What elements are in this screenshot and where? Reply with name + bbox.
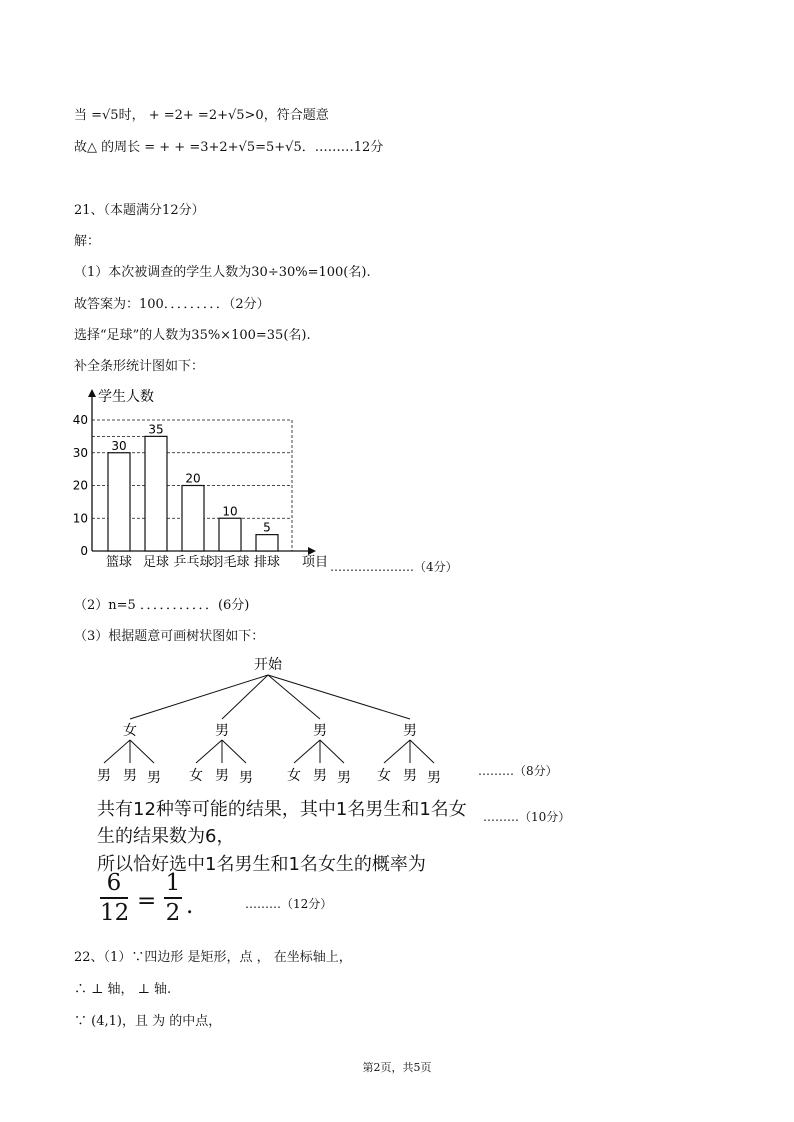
bar <box>219 518 241 551</box>
x-tick-label: 篮球 <box>105 555 133 570</box>
question-22-line-2: ∴ ⊥ 轴， ⊥ 轴. <box>74 982 172 997</box>
tree-branch <box>222 675 268 719</box>
answer-text: 故答案为：100．．．．．．．．．（2分） <box>74 297 270 312</box>
tree-leaf-label: 女 <box>189 768 203 784</box>
football-count-text: 选择“足球”的人数为35%×100=35(名). <box>74 328 311 343</box>
fraction-bar <box>100 897 128 899</box>
tree-diagram <box>90 652 470 792</box>
chart-score: …………………（4分） <box>330 560 458 574</box>
fraction-bar <box>164 897 182 899</box>
tree-branch <box>130 675 268 719</box>
y-axis-arrow <box>88 389 96 397</box>
x-tick-label: 羽毛球 <box>210 555 250 570</box>
tree-branch <box>130 740 154 763</box>
tree-leaf-label: 男 <box>427 770 441 786</box>
question-22-line-1: 22、（1）∵四边形 是矩形，点 ， 在坐标轴上， <box>74 950 352 965</box>
x-axis-label: 项目 <box>302 555 329 570</box>
x-axis-arrow <box>308 547 316 555</box>
tree-leaf-label: 女 <box>287 768 301 784</box>
bar <box>145 436 167 551</box>
tree-branch <box>268 675 410 719</box>
tree-leaf-label: 男 <box>337 770 351 786</box>
solution-label: 解： <box>74 234 101 249</box>
x-tick-label: 排球 <box>253 555 281 570</box>
x-tick-label: 足球 <box>142 555 170 570</box>
tree-leaf-label: 男 <box>239 770 253 786</box>
fraction-denominator: 2 <box>165 900 181 926</box>
bar <box>182 486 204 552</box>
fraction-denominator: 12 <box>100 900 130 926</box>
equals-sign: = <box>137 888 157 914</box>
tree-leaf-label: 男 <box>147 770 161 786</box>
tree-branch <box>268 675 320 719</box>
fraction-1-2 <box>164 870 182 926</box>
tree-level1-label: 男 <box>313 723 327 739</box>
tree-branch <box>384 740 410 763</box>
bar-value-label: 30 <box>111 438 127 453</box>
score-10: ………（10分） <box>483 810 571 824</box>
bar <box>108 453 130 551</box>
tree-branch <box>320 740 344 763</box>
conclusion-line-2: 生的结果数为6， <box>97 826 235 847</box>
tree-branch <box>294 740 320 763</box>
score-12: ………（12分） <box>245 897 333 911</box>
tree-branch <box>196 740 222 763</box>
bar-value-label: 10 <box>222 504 238 519</box>
bar-value-label: 35 <box>148 422 164 437</box>
page-footer: 第2页，共5页 <box>362 1061 432 1074</box>
tree-leaf-label: 男 <box>403 768 417 784</box>
tree-score-8: ………（8分） <box>478 764 558 778</box>
bar <box>256 535 278 551</box>
y-tick-label: 40 <box>72 413 88 427</box>
fraction-6-12 <box>100 870 128 926</box>
x-tick-label: 乒乓球 <box>173 555 213 570</box>
y-tick-label: 30 <box>72 445 88 460</box>
part-2-text: （2）n=5 ．．．．．．．．．．．(6分) <box>74 598 250 613</box>
part-3-text: （3）根据题意可画树状图如下： <box>74 629 265 644</box>
tree-leaf-label: 女 <box>377 768 391 784</box>
y-tick-label: 20 <box>72 478 88 493</box>
tree-leaf-label: 男 <box>97 768 111 784</box>
tree-leaf-label: 男 <box>123 768 137 784</box>
tree-root-label: 开始 <box>254 657 282 673</box>
tree-level1-label: 女 <box>123 723 137 739</box>
tree-leaf-label: 男 <box>313 768 327 784</box>
tree-branch <box>410 740 434 763</box>
tree-level1-label: 男 <box>215 723 229 739</box>
period: . <box>186 893 194 919</box>
equation-line-1: 当 =√5时， + =2+ =2+√5>0，符合题意 <box>74 108 329 123</box>
question-21-title: 21、（本题满分12分） <box>74 203 205 218</box>
tree-branch <box>222 740 246 763</box>
y-axis-label: 学生人数 <box>98 389 154 405</box>
bar-value-label: 5 <box>263 520 271 535</box>
question-22-line-3: ∵ (4,1)，且 为 的中点， <box>74 1014 222 1029</box>
conclusion-line-1: 共有12种等可能的结果，其中1名男生和1名女 <box>97 799 467 820</box>
tree-branch <box>104 740 130 763</box>
tree-leaf-label: 男 <box>215 768 229 784</box>
bar-chart <box>60 383 340 578</box>
part-1-text: （1）本次被调查的学生人数为30÷30%=100(名). <box>74 265 371 280</box>
equation-line-2: 故△ 的周长 = + + =3+2+√5=5+√5．………12分 <box>74 140 384 155</box>
bar-value-label: 20 <box>185 471 201 486</box>
fraction-numerator: 1 <box>165 870 181 896</box>
y-tick-label: 0 <box>80 544 88 558</box>
fraction-numerator: 6 <box>106 870 122 896</box>
tree-level1-label: 男 <box>403 723 417 739</box>
chart-intro-text: 补全条形统计图如下： <box>74 359 205 374</box>
conclusion-line-3: 所以恰好选中1名男生和1名女生的概率为 <box>97 854 426 875</box>
y-tick-label: 10 <box>72 511 88 526</box>
